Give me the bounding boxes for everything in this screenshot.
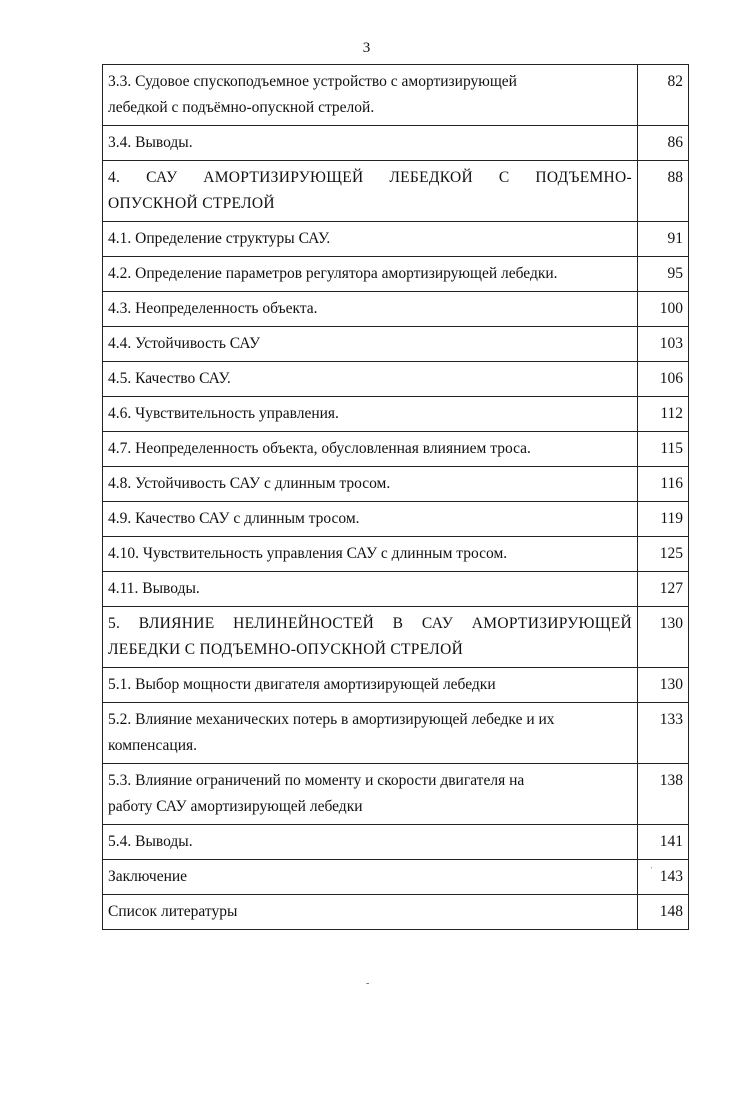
toc-row (103, 222, 689, 257)
toc-page-number: 103 (638, 327, 689, 362)
toc-title-line: 4.5. Качество САУ. (108, 370, 231, 387)
toc-entry-title (103, 668, 638, 703)
toc-entry-title (103, 65, 638, 126)
toc-entry-title (103, 537, 638, 572)
toc-title-line: ОПУСКНОЙ СТРЕЛОЙ (108, 195, 275, 212)
toc-entry-title (103, 860, 638, 895)
toc-title-line: 4.1. Определение структуры САУ. (108, 230, 331, 247)
toc-row (103, 502, 689, 537)
toc-row (103, 764, 689, 825)
toc-entry-title (103, 703, 638, 764)
toc-page-number: 127 (638, 572, 689, 607)
toc-entry-title (103, 825, 638, 860)
toc-title-line: 4.8. Устойчивость САУ с длинным тросом. (108, 475, 391, 492)
toc-page-number: 141 (638, 825, 689, 860)
toc-title-line: 4.9. Качество САУ с длинным тросом. (108, 510, 360, 527)
toc-title-line: 4.2. Определение параметров регулятора амортизирующей лебедки. (108, 265, 558, 282)
toc-title-line: Заключение (108, 868, 188, 885)
toc-entry-title (103, 362, 638, 397)
toc-row (103, 397, 689, 432)
toc-page-number: 116 (638, 467, 689, 502)
toc-row (103, 572, 689, 607)
toc-title-line: 4.6. Чувствительность управления. (108, 405, 339, 422)
toc-chapter-title (103, 161, 638, 222)
toc-title-line: 5.2. Влияние механических потерь в амортизирующей лебедке и их (108, 711, 555, 728)
toc-row (103, 668, 689, 703)
toc-row (103, 126, 689, 161)
toc-title-line: 4.7. Неопределенность объекта, обусловленная влиянием троса. (108, 440, 531, 457)
toc-entry-title (103, 327, 638, 362)
toc-page-number: 130 (638, 668, 689, 703)
toc-title-line: ЛЕБЕДКИ С ПОДЪЕМНО-ОПУСКНОЙ СТРЕЛОЙ (108, 641, 464, 658)
toc-entry-title (103, 764, 638, 825)
toc-row (103, 703, 689, 764)
toc-page-number: 119 (638, 502, 689, 537)
toc-entry-title (103, 572, 638, 607)
toc-page-number: 95 (638, 257, 689, 292)
toc-title-line: 4.11. Выводы. (108, 580, 200, 597)
toc-row (103, 362, 689, 397)
toc-page-number: 91 (638, 222, 689, 257)
toc-title-line: компенсация. (108, 737, 198, 754)
toc-page-number: 100 (638, 292, 689, 327)
toc-entry-title (103, 432, 638, 467)
toc-title-line: 5.1. Выбор мощности двигателя амортизирующей лебедки (108, 676, 496, 693)
toc-entry-title (103, 292, 638, 327)
toc-title-line: 4.10. Чувствительность управления САУ с длинным тросом. (108, 545, 508, 562)
toc-row (103, 65, 689, 126)
toc-title-line: 4.4. Устойчивость САУ (108, 335, 261, 352)
toc-title-line: лебедкой с подъёмно-опускной стрелой. (108, 99, 375, 116)
toc-page-number: 125 (638, 537, 689, 572)
toc-title-line: 5. ВЛИЯНИЕ НЕЛИНЕЙНОСТЕЙ В САУ АМОРТИЗИРУЮЩЕЙ (108, 615, 632, 632)
toc-row (103, 327, 689, 362)
table-of-contents (102, 64, 689, 930)
toc-chapter-title (103, 607, 638, 668)
toc-page-number: 115 (638, 432, 689, 467)
toc-row (103, 467, 689, 502)
toc-entry-title (103, 126, 638, 161)
toc-title-line: 3.4. Выводы. (108, 134, 193, 151)
toc-row (103, 537, 689, 572)
toc-page-number: 88 (638, 161, 689, 222)
toc-row (103, 161, 689, 222)
toc-body (103, 65, 689, 930)
toc-entry-title (103, 467, 638, 502)
toc-row (103, 825, 689, 860)
toc-page-number: 130 (638, 607, 689, 668)
toc-page-number: 148 (638, 895, 689, 930)
toc-row (103, 607, 689, 668)
toc-title-line: 3.3. Судовое спускоподъемное устройство с амортизирующей (108, 73, 517, 90)
toc-title-line: 4. САУ АМОРТИЗИРУЮЩЕЙ ЛЕБЕДКОЙ С ПОДЪЕМНО- (108, 169, 632, 186)
toc-entry-title (103, 895, 638, 930)
toc-page-number: 106 (638, 362, 689, 397)
toc-title-line: Список литературы (108, 903, 238, 920)
toc-row (103, 257, 689, 292)
page-number: 3 (362, 40, 371, 56)
toc-page-number: 138 (638, 764, 689, 825)
toc-row (103, 292, 689, 327)
toc-entry-title (103, 502, 638, 537)
toc-entry-title (103, 257, 638, 292)
toc-page-number: 143 (638, 860, 689, 895)
scan-speck: ˌ (650, 858, 654, 869)
toc-page-number: 86 (638, 126, 689, 161)
scan-speck: - (366, 978, 370, 989)
toc-title-line: 5.4. Выводы. (108, 833, 193, 850)
toc-title-line: 4.3. Неопределенность объекта. (108, 300, 318, 317)
toc-row (103, 432, 689, 467)
toc-entry-title (103, 397, 638, 432)
toc-entry-title (103, 222, 638, 257)
toc-page-number: 82 (638, 65, 689, 126)
toc-row (103, 860, 689, 895)
toc-page-number: 112 (638, 397, 689, 432)
toc-title-line: 5.3. Влияние ограничений по моменту и скорости двигателя на (108, 772, 525, 789)
toc-row (103, 895, 689, 930)
toc-title-line: работу САУ амортизирующей лебедки (108, 798, 363, 815)
toc-page-number: 133 (638, 703, 689, 764)
